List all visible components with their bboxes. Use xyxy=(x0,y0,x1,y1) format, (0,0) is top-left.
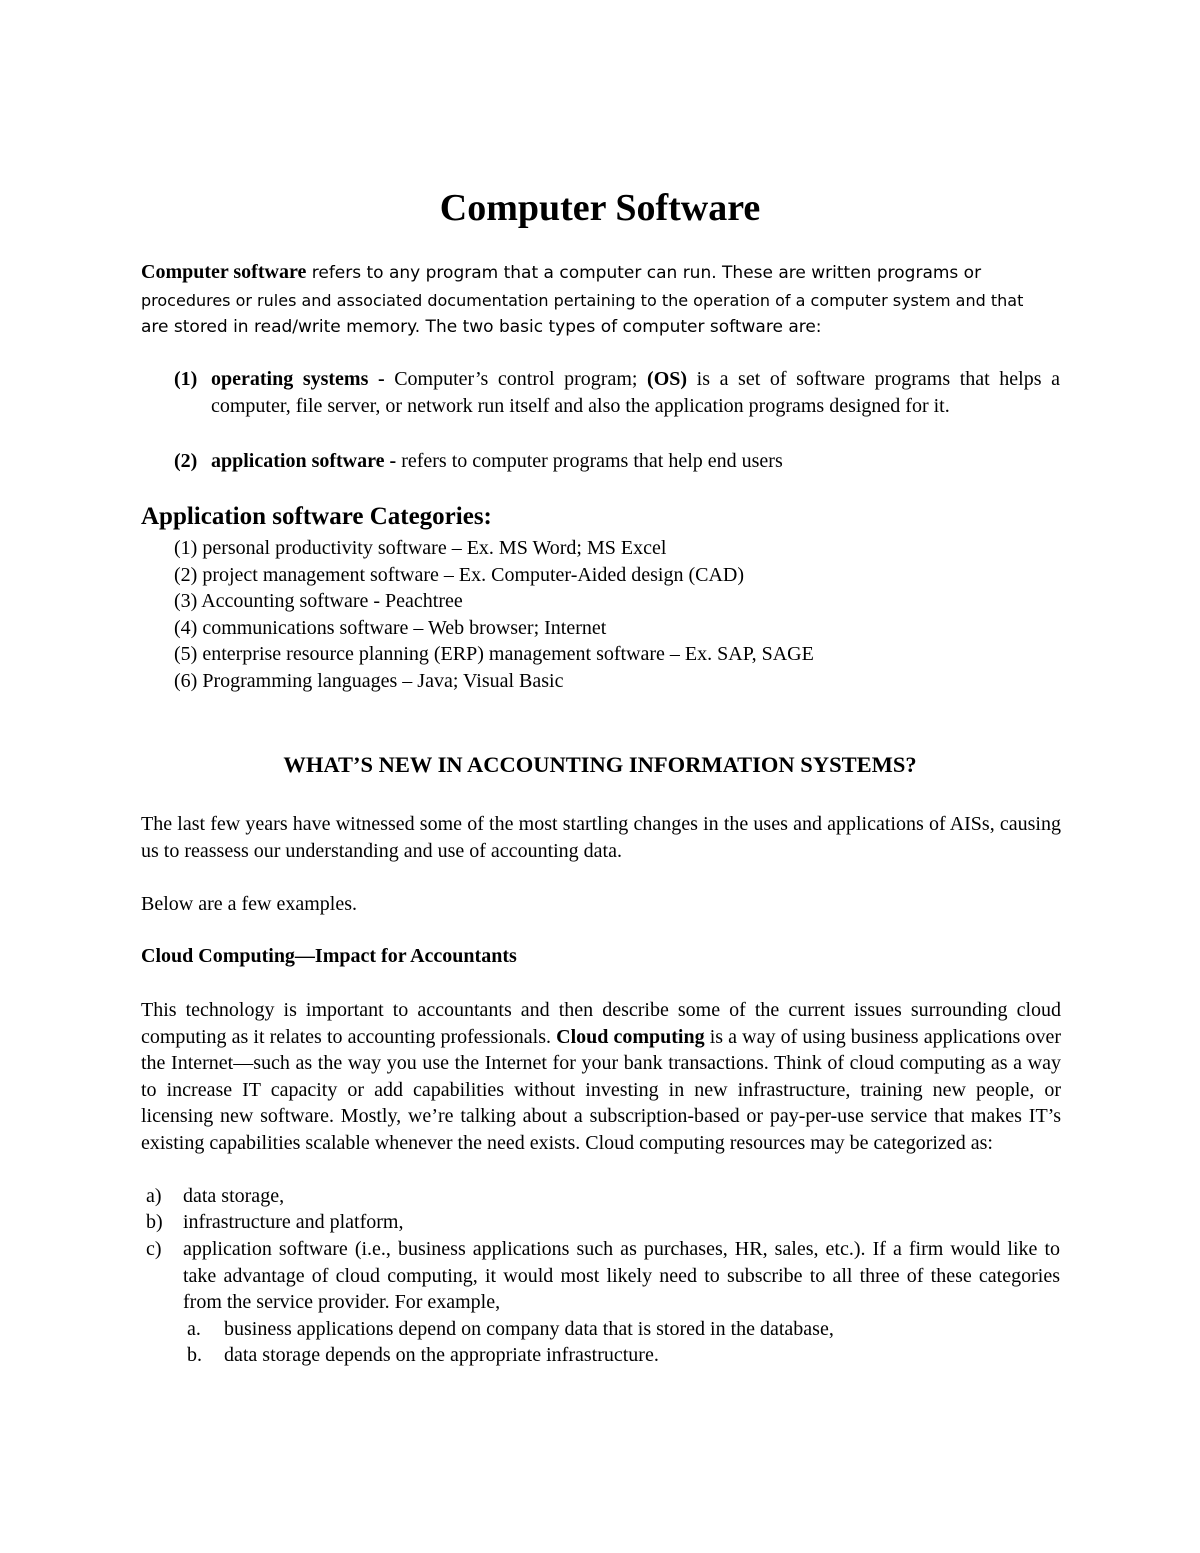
category-item: (6) Programming languages – Java; Visual Basic xyxy=(174,669,564,692)
resource-text: application software (i.e., business applications such as purchases, HR, sales, etc.). If a firm would like to take advantage of cloud computing, it would most likely need to subscribe to all three of these categories from the service provider. For example, xyxy=(183,1238,1060,1313)
category-item: (5) enterprise resource planning (ERP) management software – Ex. SAP, SAGE xyxy=(174,643,814,665)
resource-item xyxy=(146,1183,1060,1210)
intro-text-1: refers to any program that a computer can run. These are written programs or xyxy=(306,263,982,283)
term-os-abbreviation: (OS) xyxy=(647,368,688,390)
list-marker: (2) xyxy=(174,450,198,472)
ais-heading: WHAT’S NEW IN ACCOUNTING INFORMATION SYSTEMS? xyxy=(283,752,917,777)
os-description-a: Computer’s control program; xyxy=(384,368,648,390)
term-application-software: application software - xyxy=(211,450,397,472)
category-item: (3) Accounting software - Peachtree xyxy=(174,590,463,612)
page-title: Computer Software xyxy=(439,187,761,229)
categories-heading: Application software Categories: xyxy=(141,503,492,530)
resource-text: data storage, xyxy=(183,1185,285,1207)
resource-item xyxy=(146,1236,1060,1316)
resource-text: infrastructure and platform, xyxy=(183,1211,404,1233)
term-operating-systems: operating systems - xyxy=(211,368,385,390)
dependency-text: data storage depends on the appropriate infrastructure. xyxy=(224,1344,659,1366)
dependency-text: business applications depend on company data that is stored in the database, xyxy=(224,1318,834,1340)
dependency-item xyxy=(187,1342,1060,1369)
os-description-b: is a set of software programs that helps a computer, file server, or network run itself and also the application programs designed for it. xyxy=(211,368,1060,417)
term-cloud-computing: Cloud computing xyxy=(556,1025,705,1048)
ais-paragraph: The last few years have witnessed some of the most startling changes in the uses and applications of AISs, causing us to reassess our understanding and use of accounting data. xyxy=(141,813,1061,862)
app-description: refers to computer programs that help end users xyxy=(396,450,783,472)
dependency-item xyxy=(187,1316,1060,1343)
cloud-text-2: is a way of using business applications over the Internet—such as the way you use the Internet for your bank transactions. Think of cloud computing as a way to increase IT capacity or add capabilities without investing in new infrastructure, training new people, or licensing new software. Mostly, we’re talking about a subscription-based or pay-per-use service that makes IT’s existing capabilities scalable whenever the need exists. Cloud computing resources may be categorized as: xyxy=(141,1025,1061,1154)
list-marker: a. xyxy=(187,1318,201,1340)
cloud-text-1: This technology is important to accountants and then describe some of the current issues surrounding cloud computing as it relates to accounting professionals. xyxy=(141,999,1061,1048)
list-item-text xyxy=(211,366,1060,419)
category-item: (1) personal productivity software – Ex. MS Word; MS Excel xyxy=(174,537,667,559)
list-marker: b. xyxy=(187,1344,202,1366)
category-item: (4) communications software – Web browser; Internet xyxy=(174,616,607,639)
list-marker: b) xyxy=(146,1211,163,1233)
examples-line: Below are a few examples. xyxy=(141,893,358,915)
category-item: (2) project management software – Ex. Computer-Aided design (CAD) xyxy=(174,563,744,586)
intro-line-2: procedures or rules and associated documentation pertaining to the operation of a computer system and that xyxy=(141,291,1024,310)
intro-term: Computer software xyxy=(141,261,307,283)
list-marker: c) xyxy=(146,1238,162,1260)
categories-list xyxy=(174,535,1054,694)
resource-item xyxy=(146,1209,1060,1236)
intro-paragraph xyxy=(141,259,1061,341)
cloud-paragraph xyxy=(141,997,1061,1156)
cloud-heading: Cloud Computing—Impact for Accountants xyxy=(141,945,517,967)
list-marker: a) xyxy=(146,1185,162,1207)
list-item-application-software xyxy=(174,448,1060,475)
list-marker: (1) xyxy=(174,368,198,390)
intro-line-1 xyxy=(141,259,1061,287)
list-item-text xyxy=(211,448,1060,475)
intro-line-3: are stored in read/write memory. The two basic types of computer software are: xyxy=(141,317,822,337)
list-item-operating-systems xyxy=(174,366,1060,419)
